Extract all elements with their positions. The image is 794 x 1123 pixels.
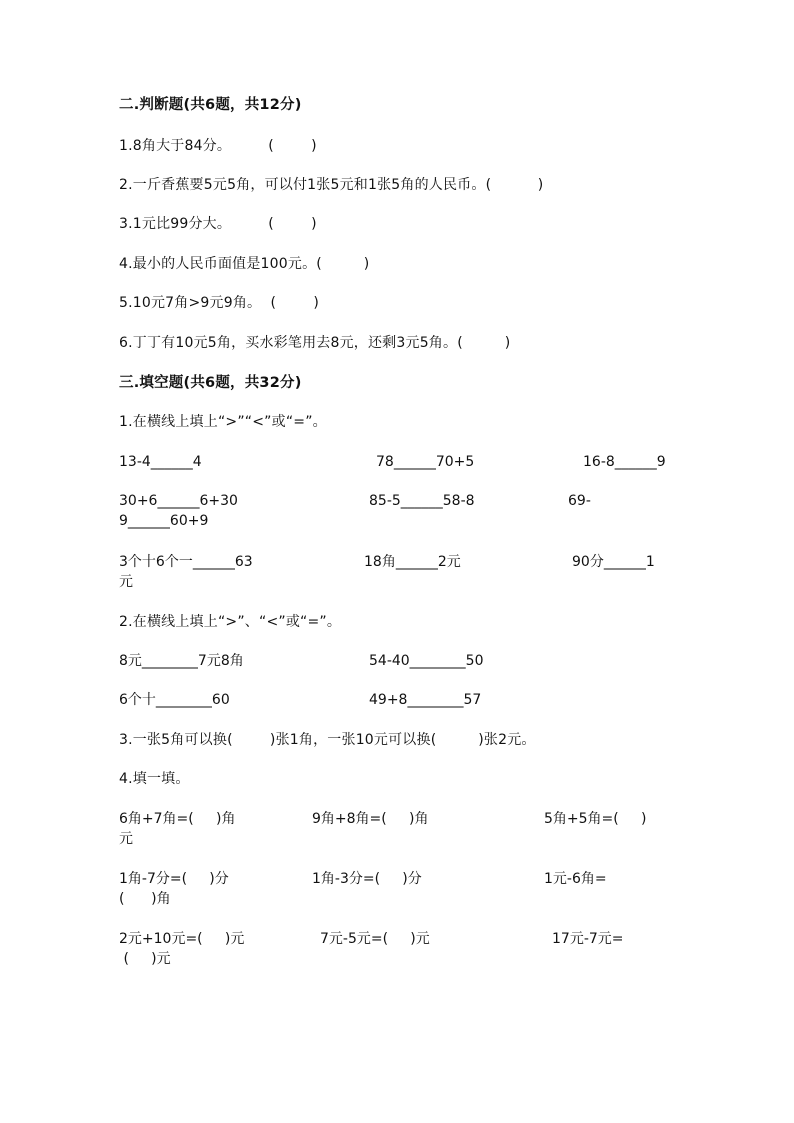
- compare-item: 54-40________50: [369, 653, 484, 669]
- judgement-item-2: 2.一斤香蕉要5元5角，可以付1张5元和1张5角的人民币。( ): [119, 177, 544, 193]
- fill-blank-item: 7元-5元=( )元: [320, 931, 430, 947]
- compare-item: 3个十6个一______63: [119, 554, 253, 570]
- judgement-item-6: 6.丁丁有10元5角，买水彩笔用去8元，还剩3元5角。( ): [119, 335, 511, 351]
- section-heading-judgement: 二.判断题(共6题，共12分): [119, 97, 302, 113]
- fill-question-1-title: 1.在横线上填上“>”“<”或“=”。: [119, 414, 327, 430]
- fill-blank-item: 1角-7分=( )分: [119, 871, 229, 887]
- fill-blank-item-wrap: ( )元: [119, 951, 171, 967]
- fill-blank-item-wrap: ( )角: [119, 891, 171, 907]
- fill-blank-item: 1角-3分=( )分: [312, 871, 422, 887]
- compare-item: 16-8______9: [583, 454, 666, 470]
- compare-item: 90分______1: [572, 554, 655, 570]
- compare-item: 13-4______4: [119, 454, 202, 470]
- fill-blank-item-wrap: 元: [119, 831, 133, 847]
- fill-blank-item: 9角+8角=( )角: [312, 811, 429, 827]
- section-heading-fill-in: 三.填空题(共6题，共32分): [119, 375, 302, 391]
- fill-question-3: 3.一张5角可以换( )张1角，一张10元可以换( )张2元。: [119, 732, 536, 748]
- fill-question-4-title: 4.填一填。: [119, 771, 190, 787]
- fill-blank-item: 5角+5角=( ): [544, 811, 647, 827]
- fill-blank-item: 1元-6角=: [544, 871, 607, 887]
- fill-question-2-title: 2.在横线上填上“>”、“<”或“=”。: [119, 614, 342, 630]
- compare-item: 18角______2元: [364, 554, 461, 570]
- compare-item: 49+8________57: [369, 692, 482, 708]
- compare-item: 69-: [568, 493, 591, 509]
- fill-blank-item: 2元+10元=( )元: [119, 931, 245, 947]
- judgement-item-3: 3.1元比99分大。 ( ): [119, 216, 317, 232]
- judgement-item-5: 5.10元7角>9元9角。 ( ): [119, 295, 320, 311]
- fill-blank-item: 17元-7元=: [552, 931, 624, 947]
- compare-item: 30+6______6+30: [119, 493, 238, 509]
- compare-item: 78______70+5: [376, 454, 475, 470]
- judgement-item-1: 1.8角大于84分。 ( ): [119, 138, 317, 154]
- judgement-item-4: 4.最小的人民币面值是100元。( ): [119, 256, 370, 272]
- compare-item-wrap: 元: [119, 574, 133, 590]
- compare-item-wrap: 9______60+9: [119, 513, 209, 529]
- compare-item: 85-5______58-8: [369, 493, 475, 509]
- compare-item: 6个十________60: [119, 692, 230, 708]
- fill-blank-item: 6角+7角=( )角: [119, 811, 236, 827]
- compare-item: 8元________7元8角: [119, 653, 244, 669]
